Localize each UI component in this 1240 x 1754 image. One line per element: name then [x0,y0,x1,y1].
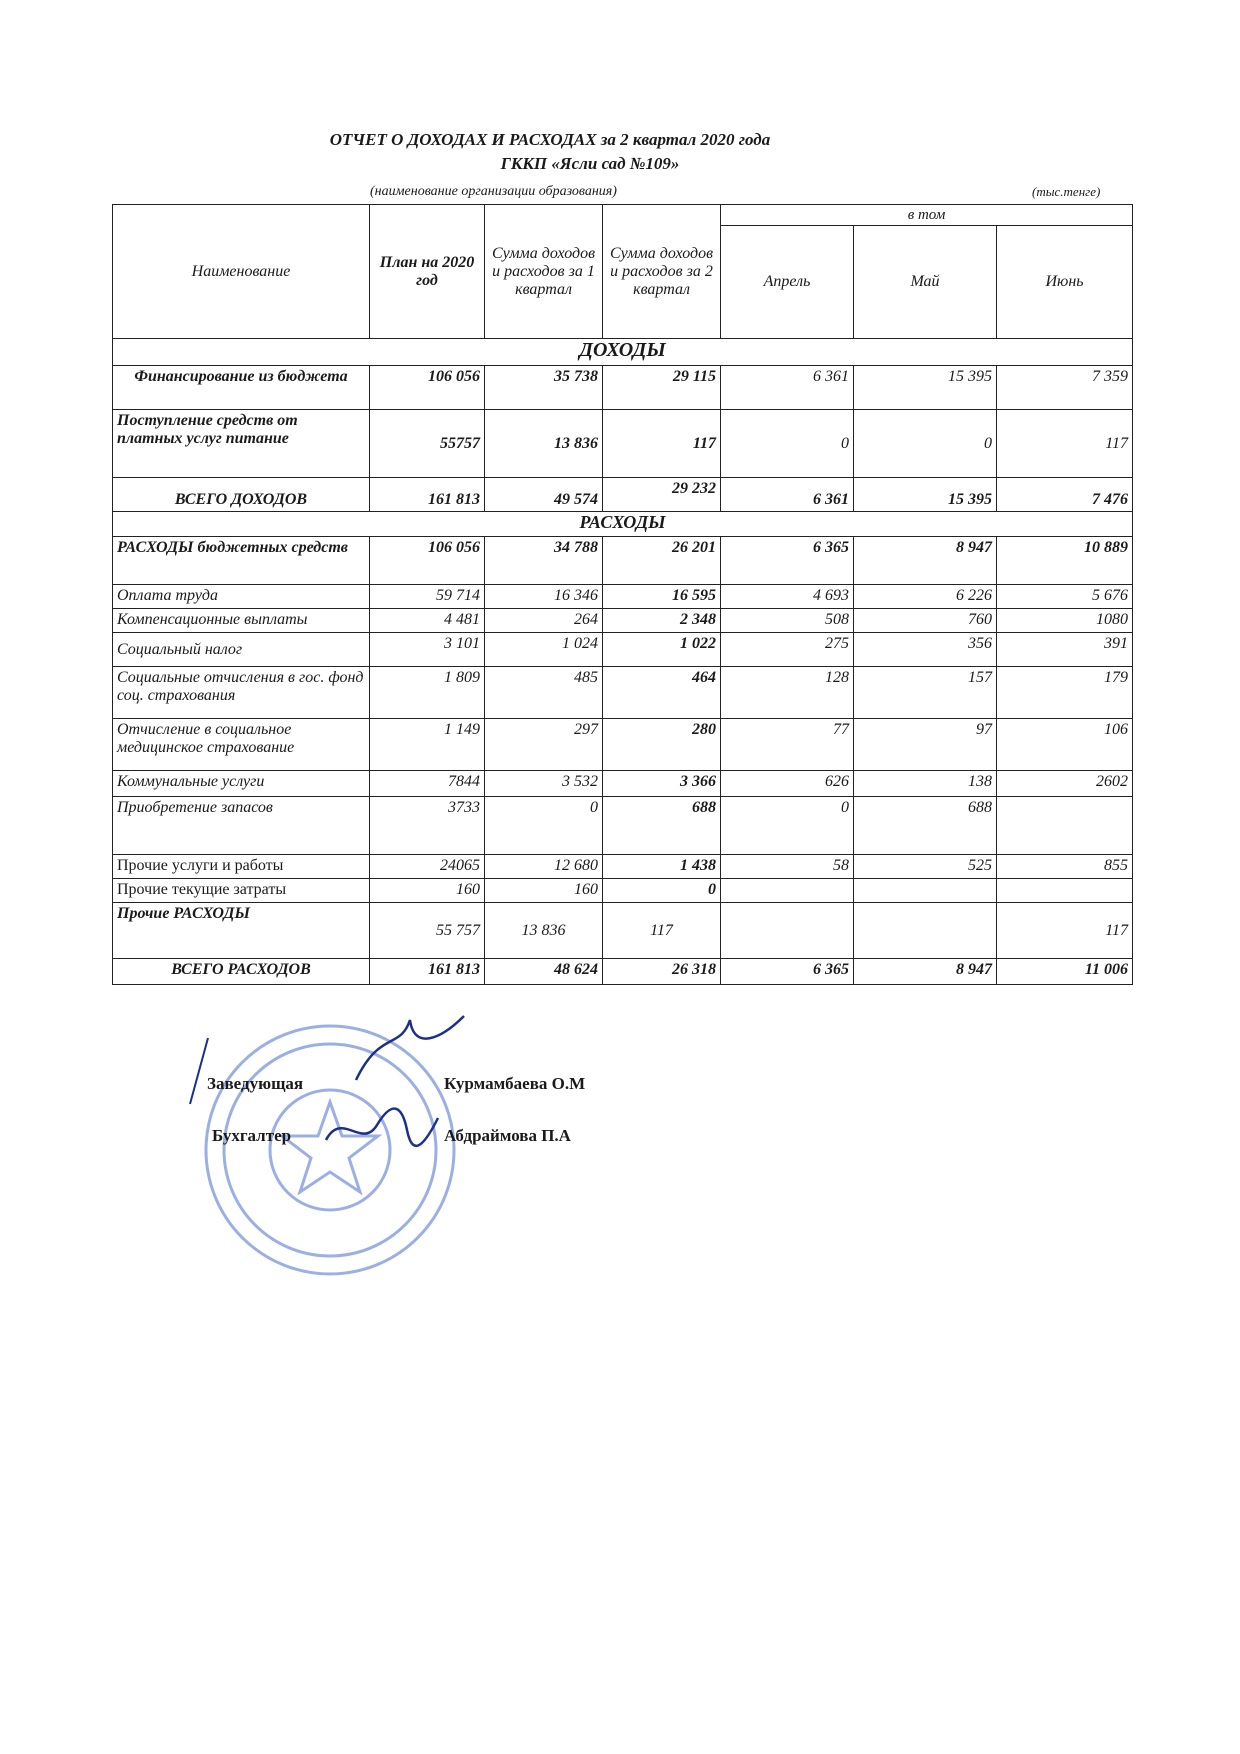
col-plan-header: План на 2020 год [370,205,485,339]
cell-plan: 3 101 [370,633,485,667]
cell-june: 179 [997,667,1133,719]
cell-plan: 3733 [370,797,485,855]
cell-q2: 0 [603,879,721,903]
col-name-header: Наименование [113,205,370,339]
cell-plan: 1 149 [370,719,485,771]
cell-june [997,797,1133,855]
income-expense-table [112,204,1133,985]
row-label: Поступление средств от платных услуг питание [113,410,370,478]
row-label: Социальный налог [113,633,370,667]
cell-q1: 0 [485,797,603,855]
cell-june: 1080 [997,609,1133,633]
row-label: ВСЕГО РАСХОДОВ [113,959,370,985]
cell-q2: 688 [603,797,721,855]
cell-q1: 35 738 [485,366,603,410]
cell-may: 15 395 [854,366,997,410]
cell-june: 11 006 [997,959,1133,985]
cell-april: 128 [721,667,854,719]
cell-may: 0 [854,410,997,478]
cell-april [721,879,854,903]
row-label: Оплата труда [113,585,370,609]
cell-june: 391 [997,633,1133,667]
cell-june: 855 [997,855,1133,879]
row-label: Прочие услуги и работы [113,855,370,879]
cell-may: 8 947 [854,959,997,985]
accountant-role: Бухгалтер [212,1126,292,1145]
row-label: ВСЕГО ДОХОДОВ [113,478,370,512]
cell-q1: 297 [485,719,603,771]
cell-q2: 1 438 [603,855,721,879]
cell-q2: 280 [603,719,721,771]
cell-may: 15 395 [854,478,997,512]
cell-q2: 1 022 [603,633,721,667]
cell-q1: 12 680 [485,855,603,879]
cell-q2: 117 [603,410,721,478]
col-april-header: Апрель [721,226,854,339]
row-label: Прочие текущие затраты [113,879,370,903]
head-role: Заведующая [207,1074,304,1093]
cell-q1: 160 [485,879,603,903]
row-label: РАСХОДЫ бюджетных средств [113,537,370,585]
cell-may: 6 226 [854,585,997,609]
organization-note: (наименование организации образования) [370,184,617,199]
col-group-header: в том [721,205,1133,226]
head-name: Курмамбаева О.М [444,1074,586,1093]
row-label: Прочие РАСХОДЫ [113,903,370,959]
cell-june: 117 [997,410,1133,478]
cell-q2: 29 232 [603,478,721,512]
cell-june: 2602 [997,771,1133,797]
cell-june: 10 889 [997,537,1133,585]
cell-q2: 2 348 [603,609,721,633]
cell-plan: 7844 [370,771,485,797]
cell-april: 77 [721,719,854,771]
cell-april: 0 [721,797,854,855]
col-q2-header: Сумма доходов и расходов за 2 квартал [603,205,721,339]
cell-may: 97 [854,719,997,771]
cell-april: 6 361 [721,366,854,410]
row-label: Социальные отчисления в гос. фонд соц. страхования [113,667,370,719]
cell-plan: 24065 [370,855,485,879]
cell-plan: 161 813 [370,478,485,512]
signature-icon [322,1100,442,1160]
col-q1-header: Сумма доходов и расходов за 1 квартал [485,205,603,339]
cell-plan: 161 813 [370,959,485,985]
organization-name: ГККП «Ясли сад №109» [500,154,680,173]
cell-q1: 48 624 [485,959,603,985]
cell-q1: 16 346 [485,585,603,609]
row-label: Финансирование из бюджета [113,366,370,410]
cell-june: 7 476 [997,478,1133,512]
cell-may: 157 [854,667,997,719]
cell-may: 688 [854,797,997,855]
cell-may: 138 [854,771,997,797]
row-label: Компенсационные выплаты [113,609,370,633]
cell-q2: 117 [603,903,721,959]
cell-q1: 1 024 [485,633,603,667]
cell-may: 760 [854,609,997,633]
cell-may: 356 [854,633,997,667]
cell-june: 117 [997,903,1133,959]
row-label: Отчисление в социальное медицинское страхование [113,719,370,771]
unit-label: (тыс.тенге) [1032,184,1101,199]
cell-june [997,879,1133,903]
cell-plan: 4 481 [370,609,485,633]
cell-plan: 160 [370,879,485,903]
cell-plan: 106 056 [370,366,485,410]
report-title: ОТЧЕТ О ДОХОДАХ И РАСХОДАХ за 2 квартал 2020 года [329,130,771,149]
cell-plan: 1 809 [370,667,485,719]
cell-april: 6 365 [721,959,854,985]
cell-q1: 3 532 [485,771,603,797]
cell-june: 7 359 [997,366,1133,410]
cell-june: 5 676 [997,585,1133,609]
cell-april: 626 [721,771,854,797]
cell-april: 4 693 [721,585,854,609]
cell-plan: 55757 [370,410,485,478]
row-label: Приобретение запасов [113,797,370,855]
cell-q2: 29 115 [603,366,721,410]
cell-plan: 106 056 [370,537,485,585]
accountant-name: Абдраймова П.А [444,1126,571,1145]
signature-stroke-icon [186,1036,214,1106]
cell-q1: 264 [485,609,603,633]
cell-april [721,903,854,959]
expense-section-title: РАСХОДЫ [113,512,1133,537]
cell-plan: 59 714 [370,585,485,609]
cell-q1: 49 574 [485,478,603,512]
cell-may: 525 [854,855,997,879]
income-section-title: ДОХОДЫ [113,339,1133,366]
cell-q2: 26 318 [603,959,721,985]
cell-june: 106 [997,719,1133,771]
cell-may [854,879,997,903]
cell-april: 508 [721,609,854,633]
cell-q1: 485 [485,667,603,719]
row-label: Коммунальные услуги [113,771,370,797]
cell-april: 6 365 [721,537,854,585]
cell-april: 58 [721,855,854,879]
cell-april: 6 361 [721,478,854,512]
cell-april: 275 [721,633,854,667]
cell-q1: 34 788 [485,537,603,585]
cell-may [854,903,997,959]
cell-q1: 13 836 [485,903,603,959]
cell-q2: 3 366 [603,771,721,797]
col-june-header: Июнь [997,226,1133,339]
cell-q2: 26 201 [603,537,721,585]
cell-q2: 16 595 [603,585,721,609]
cell-may: 8 947 [854,537,997,585]
cell-plan: 55 757 [370,903,485,959]
cell-april: 0 [721,410,854,478]
col-may-header: Май [854,226,997,339]
cell-q2: 464 [603,667,721,719]
cell-q1: 13 836 [485,410,603,478]
